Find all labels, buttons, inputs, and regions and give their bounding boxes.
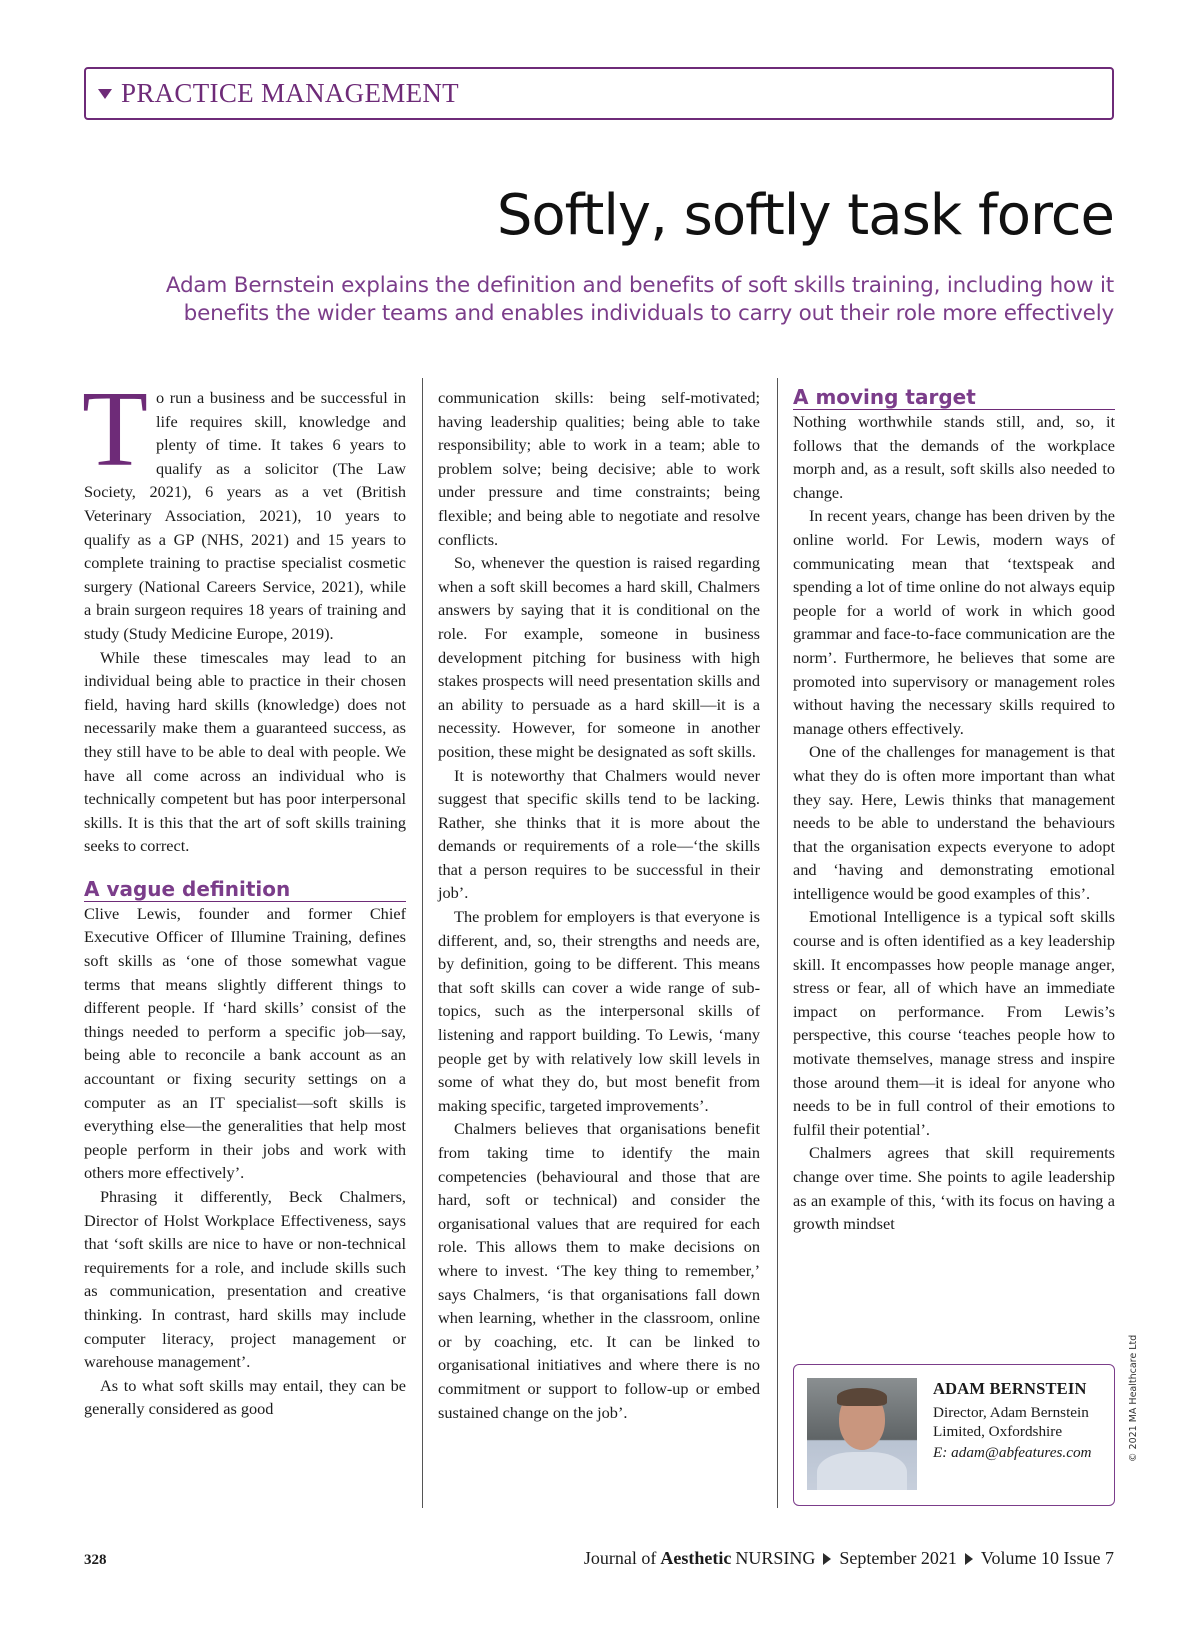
author-location: Limited, Oxfordshire [933, 1423, 1063, 1440]
author-photo [807, 1378, 917, 1490]
triangle-down-icon [98, 89, 112, 99]
section-banner [84, 67, 1114, 120]
paragraph: communication skills: being self-motivated; having leadership qualities; being able to take responsibility; able to work in a team; able to problem solve; being decisive; able to work under pressure and time constraints; being flexible; and being able to negotiate and resolve conflicts. [438, 388, 760, 549]
paragraph: Clive Lewis, founder and former Chief Executive Officer of Illumine Training, defines soft skills as ‘one of those somewhat vague terms that means slightly different things to different people. If ‘hard skills’ consist of the things needed to perform a specific job—say, being able to reconcile a bank account as an accountant or fixing security settings on a computer as an IT specialist—soft skills is everything else—the generalities that help most people perform in their jobs and work with others more effectively’. [84, 903, 406, 1183]
paragraph: Chalmers agrees that skill requirements change over time. She points to agile leadership as an example of this, ‘with its focus on having a growth mindset [793, 1143, 1115, 1234]
section-heading: A moving target [793, 386, 1115, 410]
paragraph: As to what soft skills may entail, they can be generally considered as good [84, 1375, 406, 1419]
article-column-3 [793, 386, 1115, 1236]
paragraph: To run a business and be successful in life requires skill, knowledge and plenty of time. It takes 6 years to qualify as a solicitor (The Law Society, 2021), 6 years as a vet (British Veterinary Association, 2021), 10 years to qualify as a GP (NHS, 2021) and 15 years to complete training to practise specialist cosmetic surgery (National Careers Service, 2021), while a brain surgeon requires 18 years of training and study (Study Medicine Europe, 2019). [82, 370, 406, 643]
paragraph: Nothing worthwhile stands still, and, so, it follows that the demands of the workplace morph and, as a result, soft skills also needed to change. [793, 412, 1115, 502]
copyright-notice: © 2021 MA Healthcare Ltd [1128, 1334, 1139, 1462]
journal-name-bold: Aesthetic [660, 1548, 732, 1568]
paragraph: Phrasing it differently, Beck Chalmers, Director of Holst Workplace Effectiveness, says that ‘soft skills are nice to have or non-technical requirements for a role, and include skills such as communication, presentation and creative thinking. In contrast, hard skills may include computer literacy, project management or warehouse management’. [84, 1187, 406, 1372]
page-number: 328 [84, 1552, 107, 1568]
article-column-2 [438, 386, 760, 1424]
paragraph: Chalmers believes that organisations benefit from taking time to identify the main competencies (behavioural and those that are hard, soft or technical) and consider the organisational values that are required for each role. This allows them to make decisions on where to invest. ‘The key thing to remember,’ says Chalmers, ‘is that organisations fall down when learning, whether in the classroom, online or by coaching, etc. It can be linked to organisational initiatives and where there is no commitment or support to follow-up or embed sustained change on the job’. [438, 1119, 760, 1422]
section-label: PRACTICE MANAGEMENT [121, 78, 459, 108]
author-box [793, 1364, 1115, 1506]
triangle-right-icon [965, 1553, 973, 1565]
author-email: E: adam@abfeatures.com [933, 1444, 1092, 1461]
journal-name-prefix: Journal of [583, 1548, 657, 1568]
issue-date: September 2021 [839, 1548, 957, 1568]
drop-cap: T [82, 370, 148, 489]
issue-volume: Volume 10 Issue 7 [980, 1548, 1114, 1568]
article-standfirst: Adam Bernstein explains the definition and benefits of soft skills training, including how it benefits the wider teams and enables individuals to carry out their role more effectively [165, 273, 1114, 326]
paragraph: In recent years, change has been driven by the online world. For Lewis, modern ways of communicating mean that ‘textspeak and spending a lot of time online do not always equip people for a world of work in which good grammar and face-to-face communication are the norm’. Furthermore, he believes that some are promoted into supervisory or management roles without having the necessary skills required to manage others effectively. [793, 506, 1115, 738]
column-divider [422, 378, 423, 1508]
paragraph: The problem for employers is that everyone is different, and, so, their strengths and needs are, by definition, going to be different. This means that soft skills can cover a wide range of sub-topics, such as the interpersonal skills of listening and rapport building. To Lewis, ‘many people get by with relatively low skill levels in some of what they do, but most benefit from making specific, targeted improvements’. [438, 907, 760, 1115]
journal-footer [584, 1548, 1114, 1569]
author-name: ADAM BERNSTEIN [933, 1379, 1087, 1398]
paragraph: So, whenever the question is raised regarding when a soft skill becomes a hard skill, Chalmers answers by saying that it is conditional on the role. For example, someone in business development pitching for business with high stakes prospects will need presentation skills and an ability to persuade as a hard skill—it is a necessity. However, for someone in another position, these might be designated as soft skills. [438, 553, 760, 761]
article-title: Softly, softly task force [496, 183, 1114, 248]
author-role: Director, Adam Bernstein [933, 1404, 1089, 1421]
journal-name-suffix: NURSING [735, 1548, 816, 1568]
column-divider [777, 378, 778, 1508]
triangle-right-icon [823, 1553, 831, 1565]
article-column-1 [82, 370, 406, 1421]
paragraph: One of the challenges for management is that what they do is often more important than what they say. Here, Lewis thinks that management needs to be able to understand the behaviours that the organisation expects everyone to adopt and ‘having and demonstrating emotional intelligence would be good examples of this’. [793, 742, 1115, 903]
paragraph: Emotional Intelligence is a typical soft skills course and is often identified as a key leadership skill. It encompasses how people manage anger, stress or fear, all of which have an immediate impact on performance. From Lewis’s perspective, this course ‘teaches people how to motivate themselves, manage stress and inspire those around them—it is ideal for anyone who needs to be in full control of their emotions to fulfil their potential’. [793, 907, 1115, 1139]
paragraph: It is noteworthy that Chalmers would never suggest that specific skills tend to be lacking. Rather, she thinks that it is more about the demands or requirements of a role—‘the skills that a person requires to be successful in their job’. [438, 765, 760, 903]
paragraph: While these timescales may lead to an individual being able to practice in their chosen field, having hard skills (knowledge) does not necessarily make them a guaranteed success, as they still have to be able to deal with people. We have all come across an individual who is technically competent but has poor interpersonal skills. It is this that the art of soft skills training seeks to correct. [84, 647, 406, 856]
section-heading: A vague definition [84, 878, 406, 902]
